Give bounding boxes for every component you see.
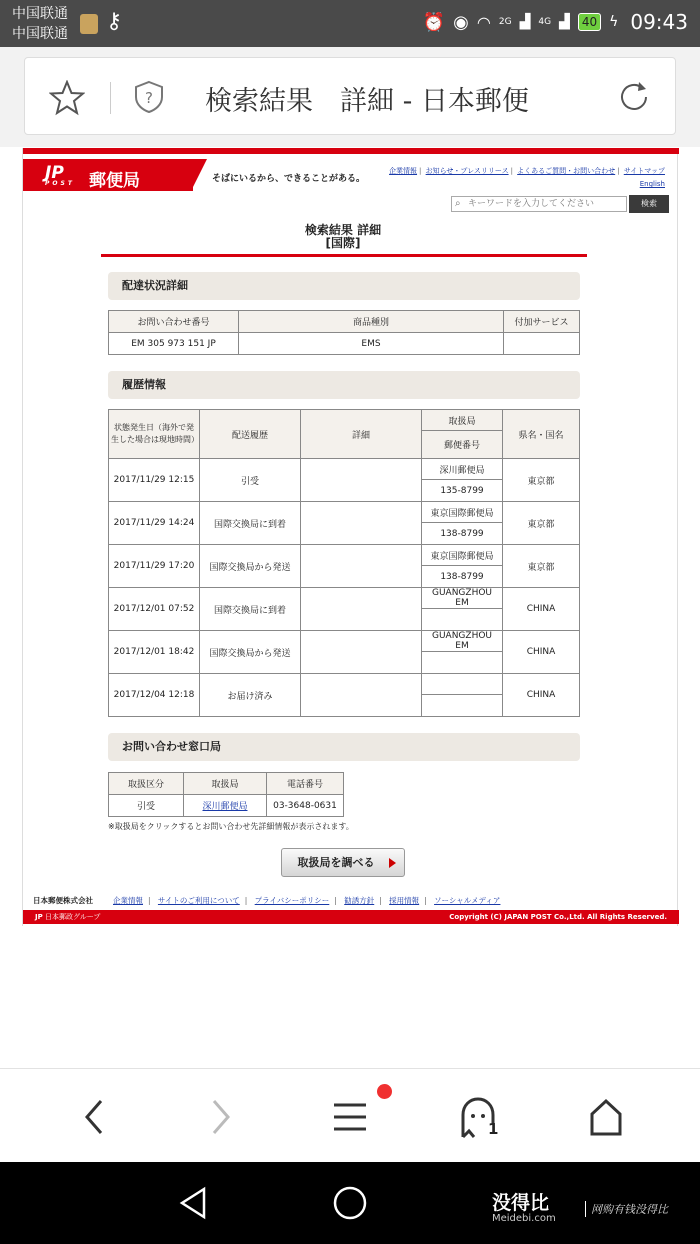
svg-text:?: ? — [145, 89, 153, 107]
footer-link[interactable]: プライバシーポリシー — [254, 896, 330, 905]
inquiry-office-link[interactable]: 深川郵便局 — [202, 802, 248, 812]
history-postal: 138-8799 — [422, 566, 503, 588]
history-postal — [422, 695, 503, 717]
inquiry-note: ※取扱局をクリックするとお問い合わせ先詳細情報が表示されます。 — [108, 822, 354, 831]
signal-label: 4G — [538, 17, 552, 27]
battery-icon: 40 — [578, 13, 601, 31]
table-header: 県名・国名 — [503, 410, 580, 459]
table-header: 商品種別 — [239, 311, 504, 333]
tab-count: 1 — [488, 1120, 499, 1138]
history-region: 東京都 — [503, 459, 580, 502]
history-office — [422, 674, 503, 695]
search-button[interactable]: 検索 — [629, 195, 669, 213]
history-detail — [301, 674, 422, 717]
history-region: CHINA — [503, 588, 580, 631]
result-subtitle: [国際] — [325, 236, 361, 250]
table-header: 取扱区分 — [109, 773, 184, 795]
top-links: 企業情報 | お知らせ・プレスリリース | よくあるご質問・お問い合わせ | サイトマップ — [389, 167, 665, 175]
link-sitemap[interactable]: サイトマップ — [623, 167, 665, 175]
table-header: 郵便番号 — [422, 431, 503, 459]
table-header: 付加サービス — [504, 311, 580, 333]
footer-link[interactable]: 勧誘方針 — [344, 896, 375, 905]
section-inquiry: お問い合わせ窓口局 — [108, 733, 580, 761]
key-icon: ⚷ — [106, 9, 123, 34]
status-icons — [423, 10, 688, 34]
history-postal: 138-8799 — [422, 523, 503, 545]
history-office: 東京国際郵便局 — [422, 502, 503, 523]
history-region: CHINA — [503, 674, 580, 717]
footer-link[interactable]: サイトのご利用について — [157, 896, 240, 905]
history-date: 2017/12/04 12:18 — [109, 674, 200, 717]
link-faq[interactable]: よくあるご質問・お問い合わせ — [517, 167, 616, 175]
inquiry-office-cell — [184, 795, 267, 817]
notification-dot — [377, 1084, 392, 1099]
history-status: 国際交換局に到着 — [200, 588, 301, 631]
table-header: 状態発生日（海外で発生した場合は現地時間） — [109, 410, 200, 459]
web-page — [22, 148, 678, 926]
logo-name: 郵便局 — [89, 171, 140, 191]
home-icon — [588, 1098, 624, 1136]
carrier-label: 中国联通 — [12, 26, 68, 42]
table-header: 電話番号 — [267, 773, 344, 795]
history-office: GUANGZHOU EM — [422, 588, 503, 609]
history-postal — [422, 609, 503, 631]
forward-button[interactable] — [197, 1093, 245, 1141]
history-detail — [301, 502, 422, 545]
inquiry-table — [108, 772, 344, 817]
table-header: 配送履歴 — [200, 410, 301, 459]
search-placeholder: キーワードを入力してください — [468, 199, 595, 209]
top-red-bar — [23, 148, 679, 154]
footer-group — [35, 910, 100, 924]
bookmark-star-icon[interactable] — [49, 80, 85, 116]
history-region: CHINA — [503, 631, 580, 674]
extra-service — [504, 333, 580, 355]
menu-icon — [332, 1101, 368, 1133]
history-office: GUANGZHOU EM — [422, 631, 503, 652]
history-detail — [301, 588, 422, 631]
tracking-number: EM 305 973 151 JP — [109, 333, 239, 355]
link-company[interactable]: 企業情報 — [389, 167, 418, 175]
status-bar — [0, 0, 700, 47]
signal-label: 2G — [498, 17, 512, 27]
result-title — [23, 224, 663, 250]
history-date: 2017/12/01 07:52 — [109, 588, 200, 631]
lightning-icon: ϟ — [609, 14, 619, 30]
table-header: 詳細 — [301, 410, 422, 459]
table-header: 取扱局 — [184, 773, 267, 795]
eye-icon: ◉ — [453, 11, 469, 33]
wifi-icon: ◠ — [476, 12, 491, 32]
play-arrow-icon — [389, 858, 396, 868]
history-status: 国際交換局に到着 — [200, 502, 301, 545]
result-heading: 検索結果 詳細 — [304, 223, 382, 237]
home-button[interactable] — [582, 1093, 630, 1141]
logo-slant — [191, 159, 207, 191]
history-date: 2017/11/29 14:24 — [109, 502, 200, 545]
history-office: 東京国際郵便局 — [422, 545, 503, 566]
product-type: EMS — [239, 333, 504, 355]
watermark-site: Meidebi.com — [492, 1213, 556, 1224]
footer-link[interactable]: 採用情報 — [389, 896, 420, 905]
table-header: 取扱局 — [422, 410, 503, 431]
inquiry-phone: 03-3648-0631 — [267, 795, 344, 817]
delivery-table — [108, 310, 580, 355]
link-english[interactable]: English — [639, 180, 665, 188]
site-logo[interactable] — [23, 159, 193, 191]
browser-toolbar — [0, 47, 700, 147]
footer-band — [23, 910, 679, 924]
search-input[interactable] — [451, 196, 627, 212]
history-date: 2017/11/29 12:15 — [109, 459, 200, 502]
footer-links: 企業情報 | サイトのご利用について | プライバシーポリシー | 勧誘方針 | 採用情報 | ソーシャルメディア — [113, 896, 501, 905]
menu-button[interactable] — [326, 1093, 374, 1141]
system-home-icon[interactable] — [331, 1184, 369, 1222]
section-delivery: 配達状況詳細 — [108, 272, 580, 300]
security-shield-icon[interactable] — [133, 80, 165, 114]
footer-link[interactable]: ソーシャルメディア — [434, 896, 501, 905]
watermark-slogan: 网购有钱没得比 — [585, 1201, 668, 1217]
search-icon: ⌕ — [455, 198, 461, 209]
alarm-icon: ⏰ — [422, 11, 446, 33]
jp-post-logo — [45, 163, 75, 187]
footer-company: 日本郵便株式会社 — [33, 896, 93, 905]
history-status: 国際交換局から発送 — [200, 631, 301, 674]
reload-icon[interactable] — [615, 78, 653, 116]
history-postal: 135-8799 — [422, 480, 503, 502]
history-date: 2017/11/29 17:20 — [109, 545, 200, 588]
forward-arrow-icon — [206, 1097, 236, 1137]
divider — [110, 82, 111, 114]
app-notification-icon — [80, 14, 98, 34]
lookup-office-label: 取扱局を調べる — [297, 856, 375, 869]
address-bar[interactable] — [24, 57, 676, 135]
lookup-office-button[interactable] — [281, 848, 405, 877]
footer-link[interactable]: 企業情報 — [113, 896, 143, 905]
logo-post: POST — [45, 180, 75, 187]
footer-group-label: 日本郵政グループ — [44, 913, 101, 921]
link-news[interactable]: お知らせ・プレスリリース — [425, 167, 509, 175]
history-status: 引受 — [200, 459, 301, 502]
watermark — [492, 1188, 556, 1224]
history-status: お届け済み — [200, 674, 301, 717]
logo-jp: JP — [45, 163, 64, 183]
section-history: 履歴情報 — [108, 371, 580, 399]
history-office: 深川郵便局 — [422, 459, 503, 480]
history-region: 東京都 — [503, 502, 580, 545]
carrier-label: 中国联通 — [12, 6, 68, 22]
history-table — [108, 409, 580, 717]
tagline: そばにいるから、できることがある。 — [212, 174, 366, 184]
history-detail — [301, 545, 422, 588]
inquiry-category: 引受 — [109, 795, 184, 817]
history-detail — [301, 631, 422, 674]
history-postal — [422, 652, 503, 674]
page-title[interactable]: 検索結果 詳細 - 日本郵便 — [205, 86, 529, 117]
watermark-brand: 没得比 — [492, 1192, 550, 1214]
history-date: 2017/12/01 18:42 — [109, 631, 200, 674]
signal-icon: ▟ — [559, 14, 570, 30]
browser-nav-bar — [0, 1068, 700, 1162]
title-underline — [101, 254, 587, 257]
history-status: 国際交換局から発送 — [200, 545, 301, 588]
back-arrow-icon — [79, 1097, 109, 1137]
history-detail — [301, 459, 422, 502]
signal-icon: ▟ — [519, 14, 531, 30]
table-header: お問い合わせ番号 — [109, 311, 239, 333]
footer-jp-logo: JP — [35, 913, 43, 921]
history-region: 東京都 — [503, 545, 580, 588]
copyright: Copyright (C) JAPAN POST Co.,Ltd. All Rights Reserved. — [449, 913, 667, 921]
system-back-icon[interactable] — [176, 1185, 212, 1221]
clock: 09:43 — [630, 10, 688, 34]
back-button[interactable] — [70, 1093, 118, 1141]
